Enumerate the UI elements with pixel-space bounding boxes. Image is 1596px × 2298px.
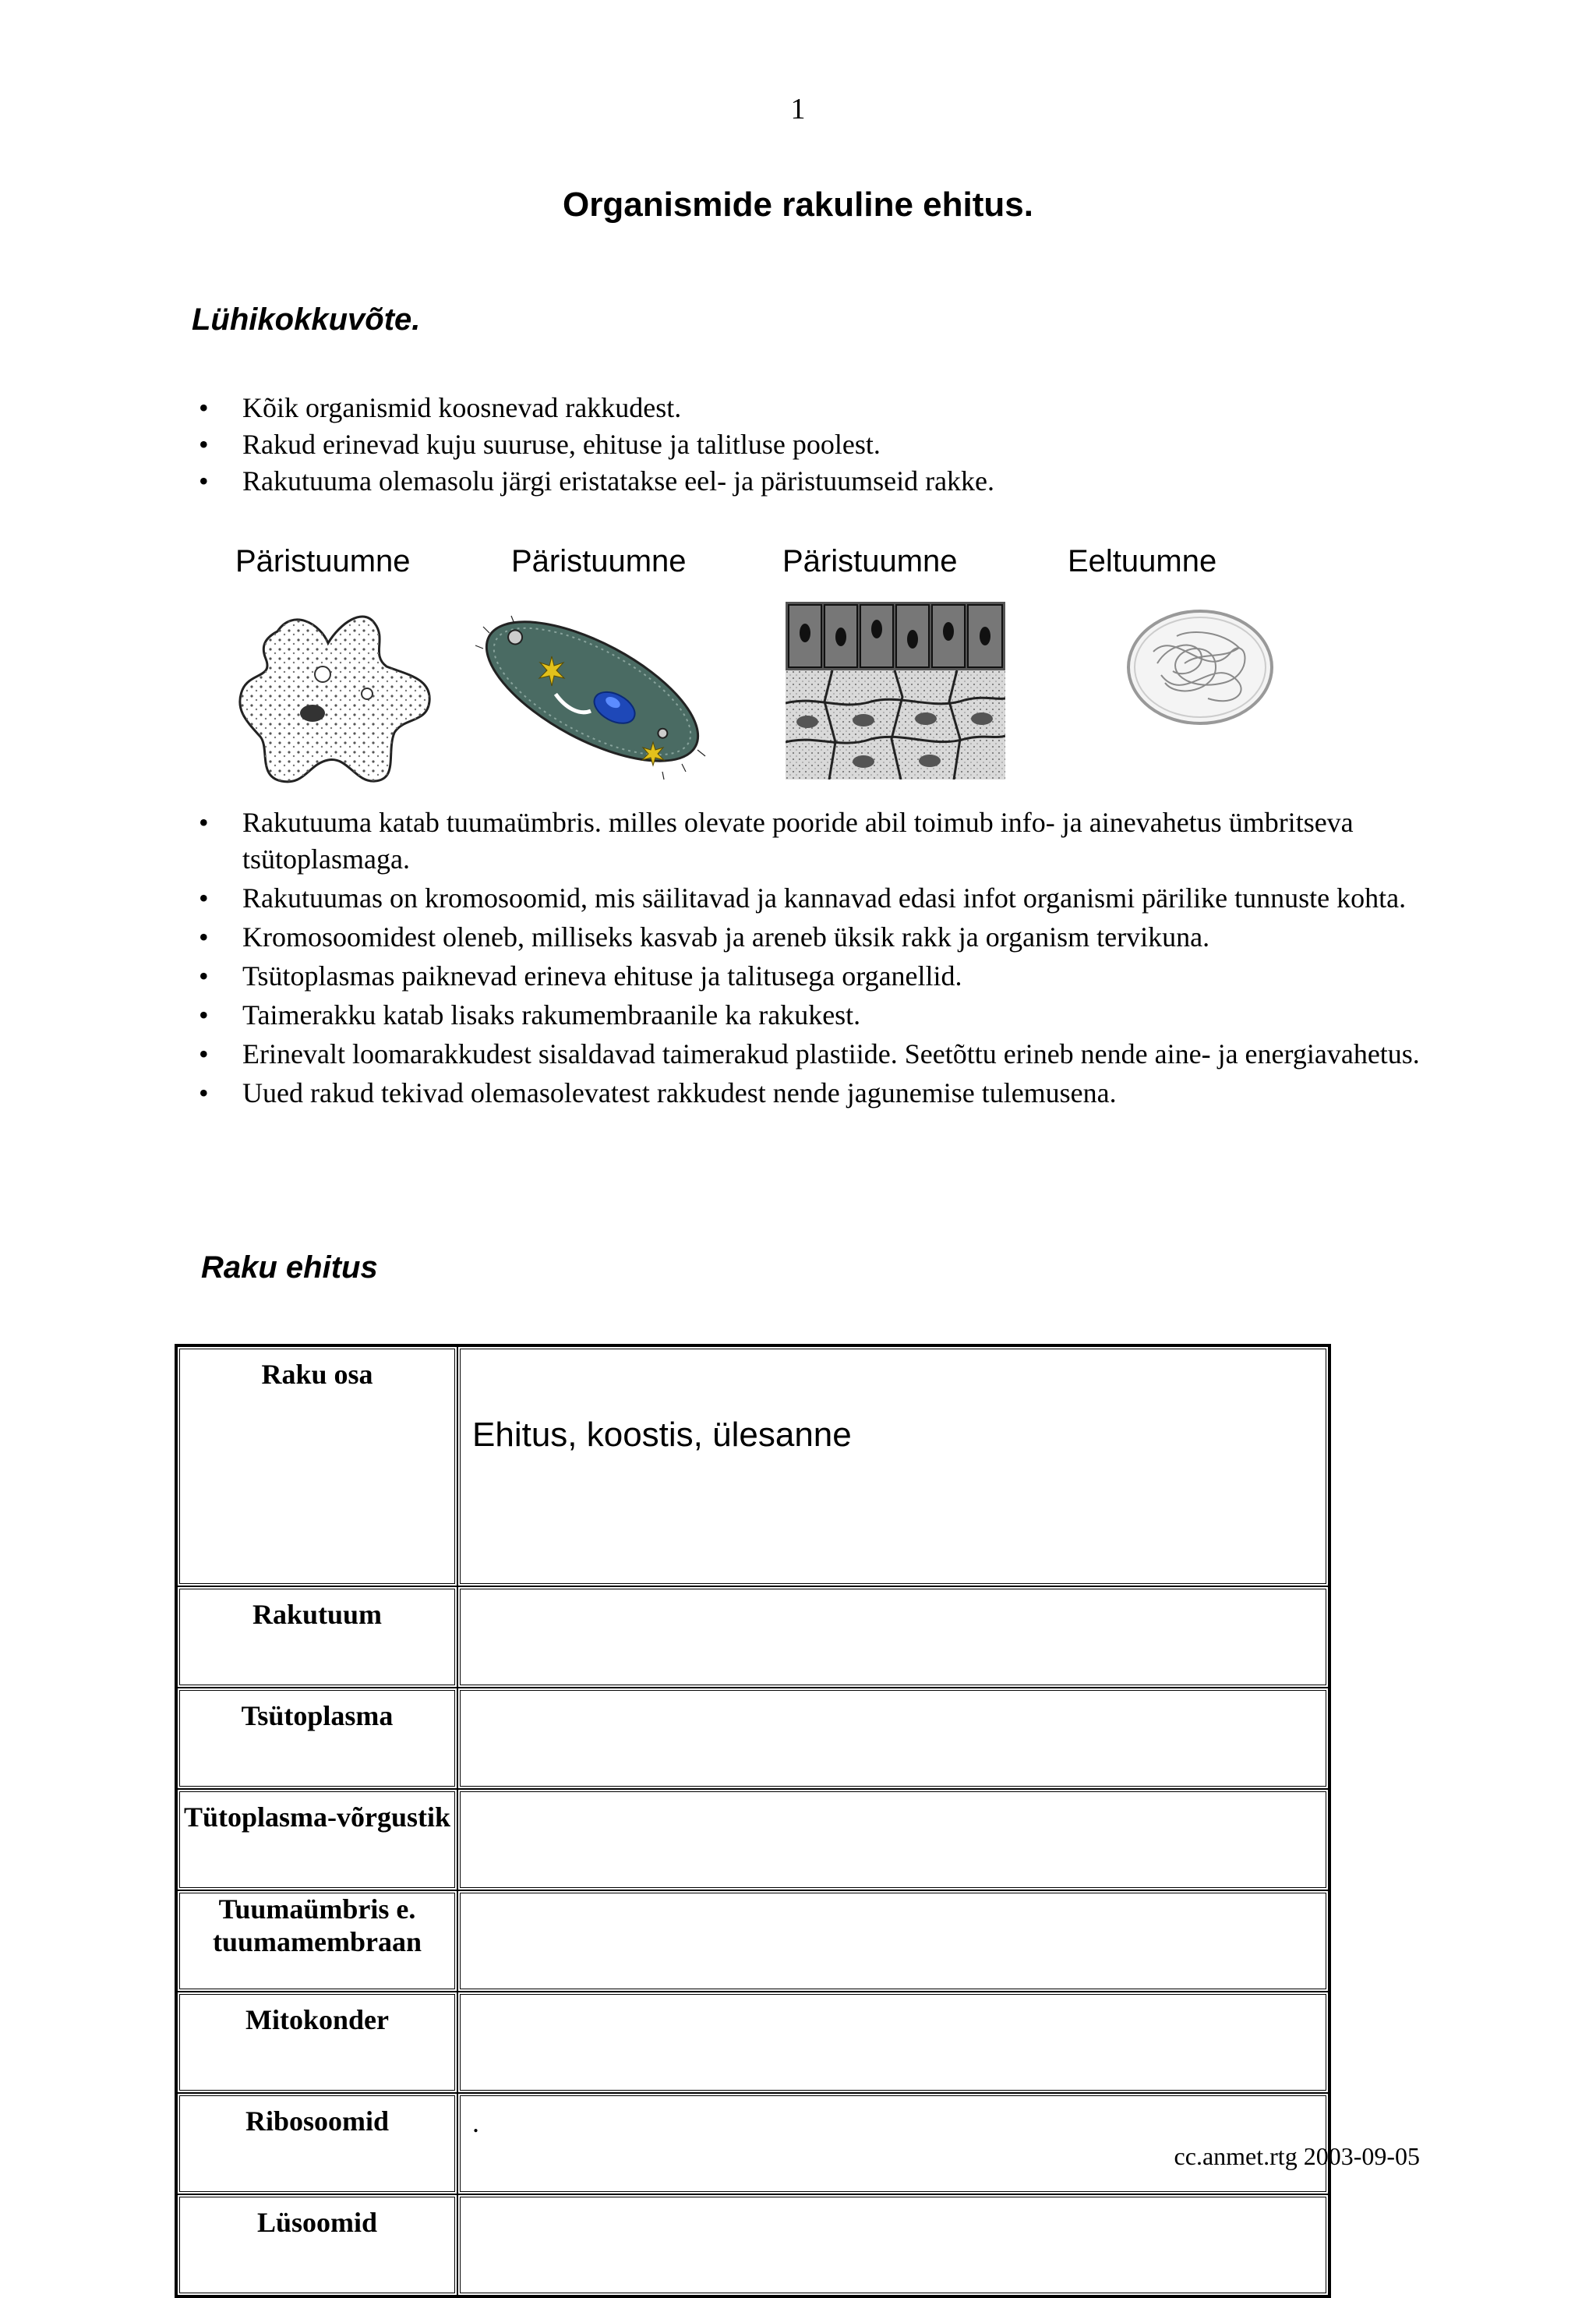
page-number: 1 (790, 93, 806, 126)
list-item: • Tsütoplasmas paiknevad erineva ehituse ja talitusega organellid. (193, 958, 1440, 995)
table-row (177, 1890, 1329, 1992)
table-row (177, 2093, 1329, 2194)
list-item: • Rakutuumas on kromosoomid, mis säilitavad ja kannavad edasi infot organismi pärilike tunnuste kohta. (193, 880, 1440, 917)
row-part: Tütoplasma-võrgustik (177, 1789, 457, 1890)
cell-label-2: Päristuumne (511, 544, 687, 578)
summary-heading: Lühikokkuvõte. (192, 302, 421, 337)
paramecium-icon (468, 602, 717, 781)
table-row (177, 1688, 1329, 1789)
cell-structure-table (175, 1344, 1331, 2298)
list-item: • Rakutuuma katab tuumaümbris. milles olevate pooride abil toimub info- ja ainevahetus ümbritseva tsütoplasmaga. (193, 804, 1440, 878)
row-part: Ribosoomid (177, 2093, 457, 2194)
row-description[interactable] (457, 1789, 1329, 1890)
cell-label-4: Eeltuumne (1068, 544, 1217, 578)
row-description[interactable] (457, 2194, 1329, 2296)
row-part: Mitokonder (177, 1992, 457, 2093)
row-description[interactable] (457, 1586, 1329, 1688)
summary-list-bottom (193, 804, 1440, 1114)
list-item: • Rakud erinevad kuju suuruse, ehituse ja talitluse poolest. (193, 426, 1440, 463)
row-part: Lüsoomid (177, 2194, 457, 2296)
list-item: • Taimerakku katab lisaks rakumembraanile ka rakukest. (193, 997, 1440, 1034)
column-header-part: Raku osa (177, 1346, 457, 1586)
row-description[interactable] (457, 1890, 1329, 1992)
column-header-description: Ehitus, koostis, ülesanne (457, 1346, 1329, 1586)
page-footer: cc.anmet.rtg 2003-09-05 (1174, 2142, 1420, 2170)
structure-heading: Raku ehitus (201, 1250, 378, 1285)
row-part: Tuumaümbris e. tuumamembraan (177, 1890, 457, 1992)
row-description[interactable]: . (457, 2093, 1329, 2194)
list-item: • Kõik organismid koosnevad rakkudest. (193, 390, 1440, 426)
table-row (177, 1992, 1329, 2093)
amoeba-icon (231, 600, 441, 787)
table-row (177, 1586, 1329, 1688)
list-item: • Uued rakud tekivad olemasolevatest rakkudest nende jagunemise tulemusena. (193, 1075, 1440, 1112)
list-item: • Erinevalt loomarakkudest sisaldavad taimerakud plastiide. Seetõttu erineb nende aine- ja energiavahetus. (193, 1036, 1440, 1073)
row-part: Rakutuum (177, 1586, 457, 1688)
table-row (177, 2194, 1329, 2296)
table-row (177, 1789, 1329, 1890)
row-description[interactable] (457, 1688, 1329, 1789)
page-title: Organismide rakuline ehitus. (563, 186, 1033, 224)
row-part: Tsütoplasma (177, 1688, 457, 1789)
list-item: • Kromosoomidest oleneb, milliseks kasvab ja areneb üksik rakk ja organism tervikuna. (193, 919, 1440, 956)
list-item: • Rakutuuma olemasolu järgi eristatakse eel- ja päristuumseid rakke. (193, 463, 1440, 500)
plant-tissue-icon (786, 602, 1005, 780)
cell-label-1: Päristuumne (235, 544, 411, 578)
summary-list-top (193, 390, 1440, 500)
table-header-row (177, 1346, 1329, 1586)
row-description[interactable] (457, 1992, 1329, 2093)
cell-label-3: Päristuumne (782, 544, 958, 578)
bacterium-icon (1122, 605, 1278, 730)
